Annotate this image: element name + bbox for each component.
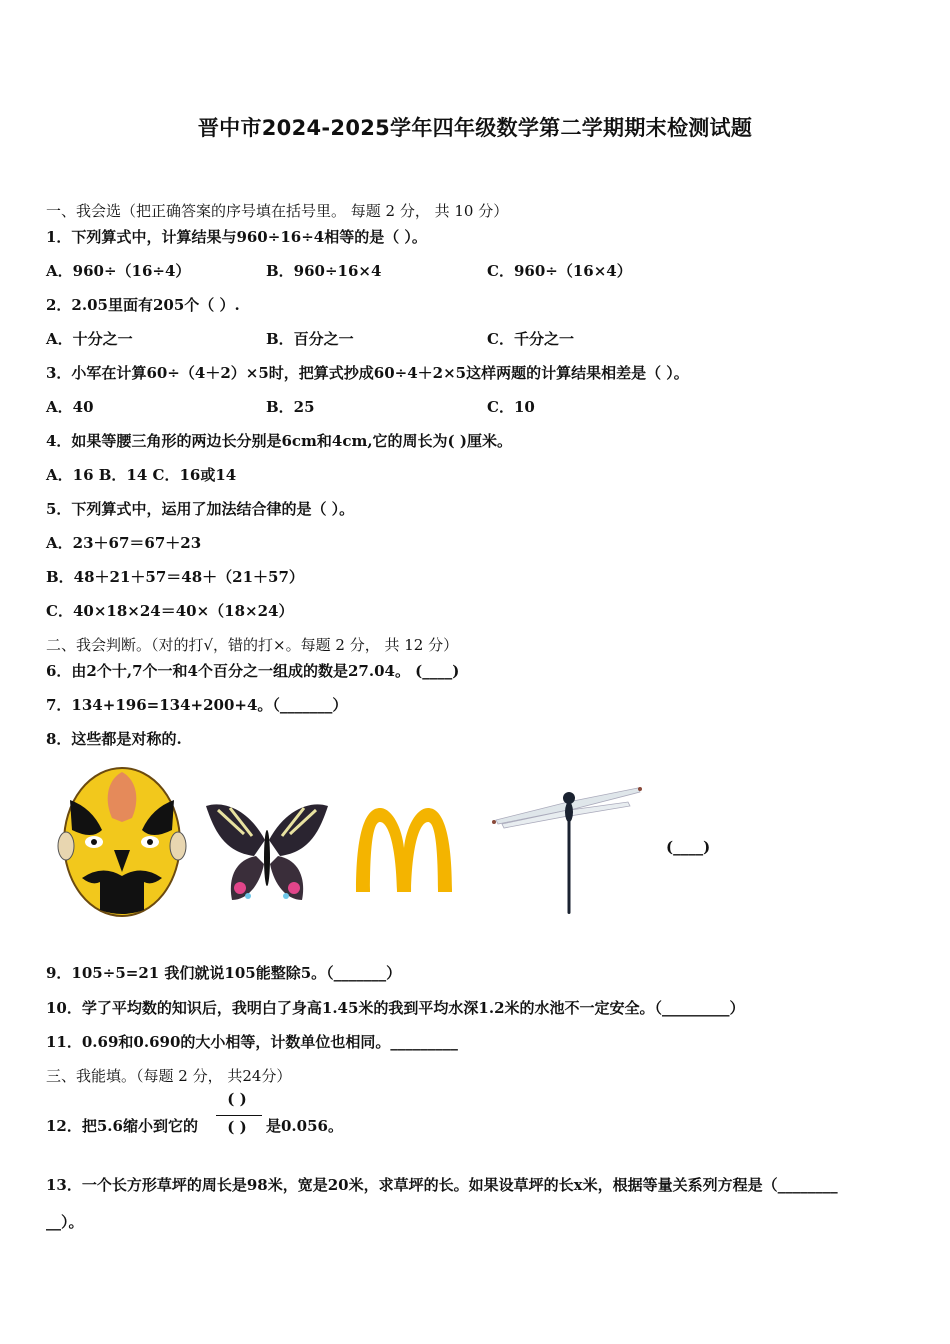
- q12-numerator-blank[interactable]: ( ): [227, 1090, 247, 1108]
- q3-option-c: C．10: [487, 398, 535, 416]
- opera-mask-icon: [52, 760, 192, 920]
- question-10: 10．学了平均数的知识后，我明白了身高1.45米的我到平均水深1.2米的水池不一定安全。（_________）: [46, 999, 745, 1017]
- butterfly-icon: [204, 800, 330, 908]
- question-13-line-2: __）。: [46, 1213, 84, 1231]
- question-8: 8．这些都是对称的.: [46, 730, 182, 748]
- question-6: 6．由2个十,7个一和4个百分之一组成的数是27.04。 (____): [46, 662, 460, 680]
- question-4: 4．如果等腰三角形的两边长分别是6cm和4cm,它的周长为( )厘米。: [46, 432, 512, 450]
- question-12-prefix: 12．把5.6缩小到它的: [46, 1117, 198, 1135]
- q12-denominator-blank[interactable]: ( ): [227, 1118, 247, 1136]
- page-title: 晋中市2024-2025学年四年级数学第二学期期末检测试题: [197, 116, 753, 140]
- golden-arches-icon: [352, 804, 456, 894]
- fraction-bar: [216, 1115, 262, 1116]
- dragonfly-icon: [488, 780, 644, 920]
- q2-option-a: A．十分之一: [46, 330, 133, 348]
- question-2: 2．2.05里面有205个（ ）.: [46, 296, 240, 314]
- q2-option-c: C．千分之一: [487, 330, 574, 348]
- q12-fraction[interactable]: [210, 1090, 264, 1140]
- q5-option-a: A．23＋67＝67＋23: [46, 534, 202, 552]
- q1-option-c: C．960÷（16×4）: [487, 262, 632, 280]
- q4-options: A．16 B．14 C．16或14: [46, 466, 237, 484]
- question-12-suffix: 是0.056。: [266, 1117, 343, 1135]
- question-5: 5．下列算式中，运用了加法结合律的是（ ）。: [46, 500, 355, 518]
- q1-option-b: B．960÷16×4: [266, 262, 382, 280]
- question-1: 1．下列算式中，计算结果与960÷16÷4相等的是（ ）。: [46, 228, 427, 246]
- q3-option-a: A．40: [46, 398, 94, 416]
- section-3-heading: 三、我能填。（每题 2 分， 共24分）: [46, 1067, 292, 1085]
- q2-option-b: B．百分之一: [266, 330, 354, 348]
- q5-option-c: C．40×18×24＝40×（18×24）: [46, 602, 294, 620]
- question-11: 11．0.69和0.690的大小相等，计数单位也相同。_________: [46, 1033, 458, 1051]
- question-3: 3．小军在计算60÷（4＋2）×5时，把算式抄成60÷4＋2×5这样两题的计算结果相差是（ ）。: [46, 364, 689, 382]
- q8-answer-blank[interactable]: (____): [666, 838, 711, 856]
- section-2-heading: 二、我会判断。（对的打√，错的打×。每题 2 分， 共 12 分）: [46, 636, 459, 654]
- question-9: 9．105÷5=21 我们就说105能整除5。（_______）: [46, 964, 402, 982]
- question-7: 7．134+196=134+200+4。（_______）: [46, 696, 348, 714]
- section-1-heading: 一、我会选（把正确答案的序号填在括号里。 每题 2 分， 共 10 分）: [46, 202, 509, 220]
- q1-option-a: A．960÷（16÷4）: [46, 262, 191, 280]
- q5-option-b: B．48＋21＋57＝48＋（21＋57）: [46, 568, 304, 586]
- question-13-line-1: 13．一个长方形草坪的周长是98米，宽是20米，求草坪的长。如果设草坪的长x米，根据等量关系列方程是（________: [46, 1176, 838, 1194]
- symmetry-pictures: [52, 760, 752, 925]
- q3-option-b: B．25: [266, 398, 315, 416]
